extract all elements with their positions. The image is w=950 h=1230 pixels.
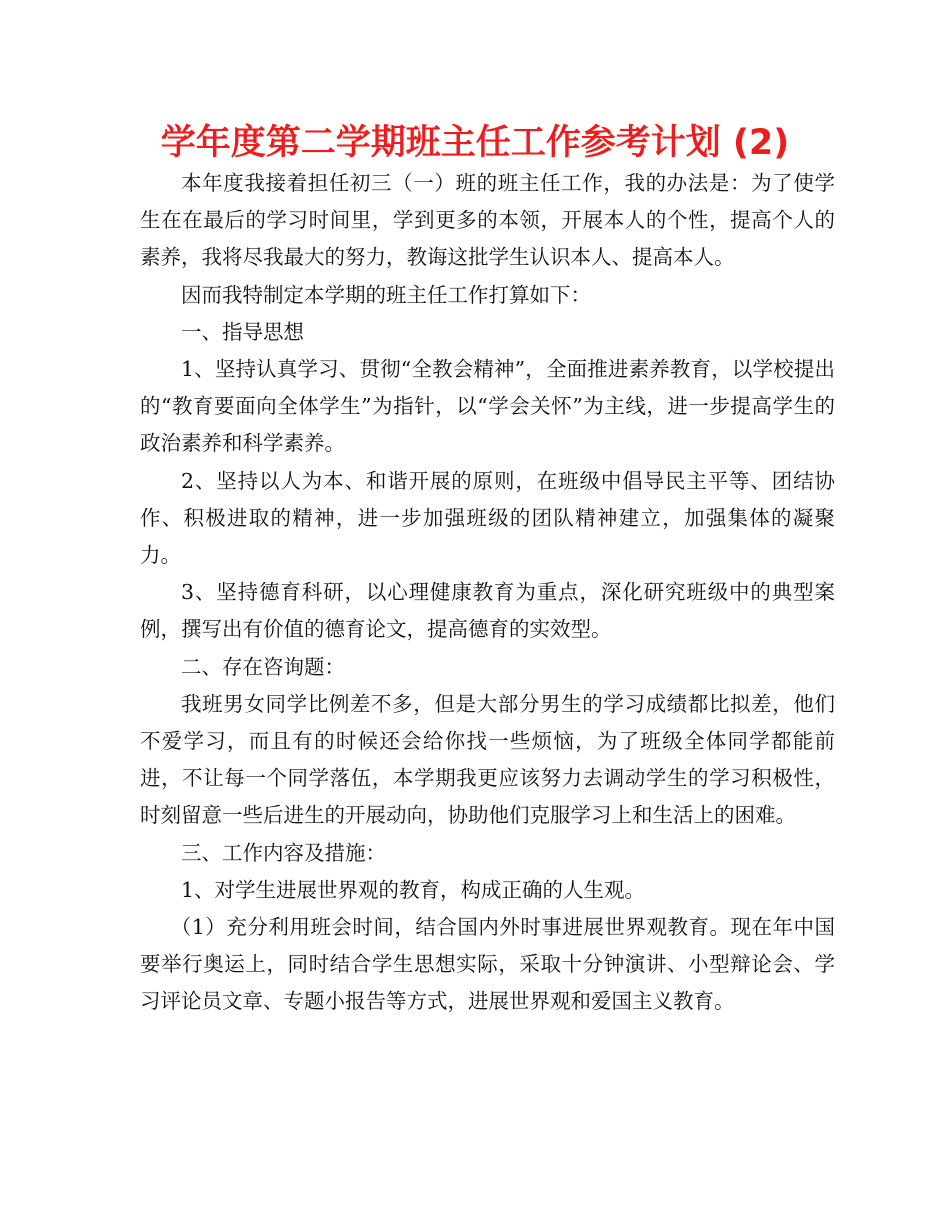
paragraph-guiding-2: 2、坚持以人为本、和谐开展的原则，在班级中倡导民主平等、团结协作、积极进取的精神，进一步加强班级的团队精神建立，加强集体的凝聚力。 bbox=[140, 468, 835, 568]
document-body bbox=[140, 165, 835, 1021]
section-heading-guiding-thought: 一、指导思想 bbox=[181, 319, 304, 344]
paragraph-problems: 我班男女同学比例差不多，但是大部分男生的学习成绩都比拟差，他们不爱学习，而且有的时候还会给你找一些烦恼，为了班级全体同学都能前进，不让每一个同学落伍，本学期我更应该努力去调动学生的学习积极性，时刻留意一些后进生的开展动向，协助他们克服学习上和生活上的困难。 bbox=[140, 691, 835, 828]
paragraph-intro: 本年度我接着担任初三（一）班的班主任工作，我的办法是：为了使学生在在最后的学习时间里，学到更多的本领，开展本人的个性，提高个人的素养，我将尽我最大的努力，教诲这批学生认识本人、提高本人。 bbox=[140, 171, 835, 270]
paragraph-measure-1-sub-1: （1）充分利用班会时间，结合国内外时事进展世界观教育。现在年中国要举行奥运上，同时结合学生思想实际，采取十分钟演讲、小型辩论会、学习评论员文章、专题小报告等方式，进展世界观和爱国主义教育。 bbox=[140, 915, 835, 1014]
paragraph-plan-intro: 因而我特制定本学期的班主任工作打算如下： bbox=[181, 282, 591, 307]
section-heading-problems: 二、存在咨询题： bbox=[181, 654, 345, 679]
paragraph-guiding-1: 1、坚持认真学习、贯彻“全教会精神”，全面推进素养教育，以学校提出的“教育要面向全体学生”为指针，以“学会关怀”为主线，进一步提高学生的政治素养和科学素养。 bbox=[140, 357, 835, 456]
section-heading-measures: 三、工作内容及措施： bbox=[181, 840, 386, 865]
paragraph-measure-1: 1、对学生进展世界观的教育，构成正确的人生观。 bbox=[181, 877, 646, 902]
document-title: 学年度第二学期班主任工作参考计划 (2) bbox=[160, 123, 790, 163]
paragraph-guiding-3: 3、坚持德育科研，以心理健康教育为重点，深化研究班级中的典型案例，撰写出有价值的德育论文，提高德育的实效型。 bbox=[140, 580, 835, 642]
